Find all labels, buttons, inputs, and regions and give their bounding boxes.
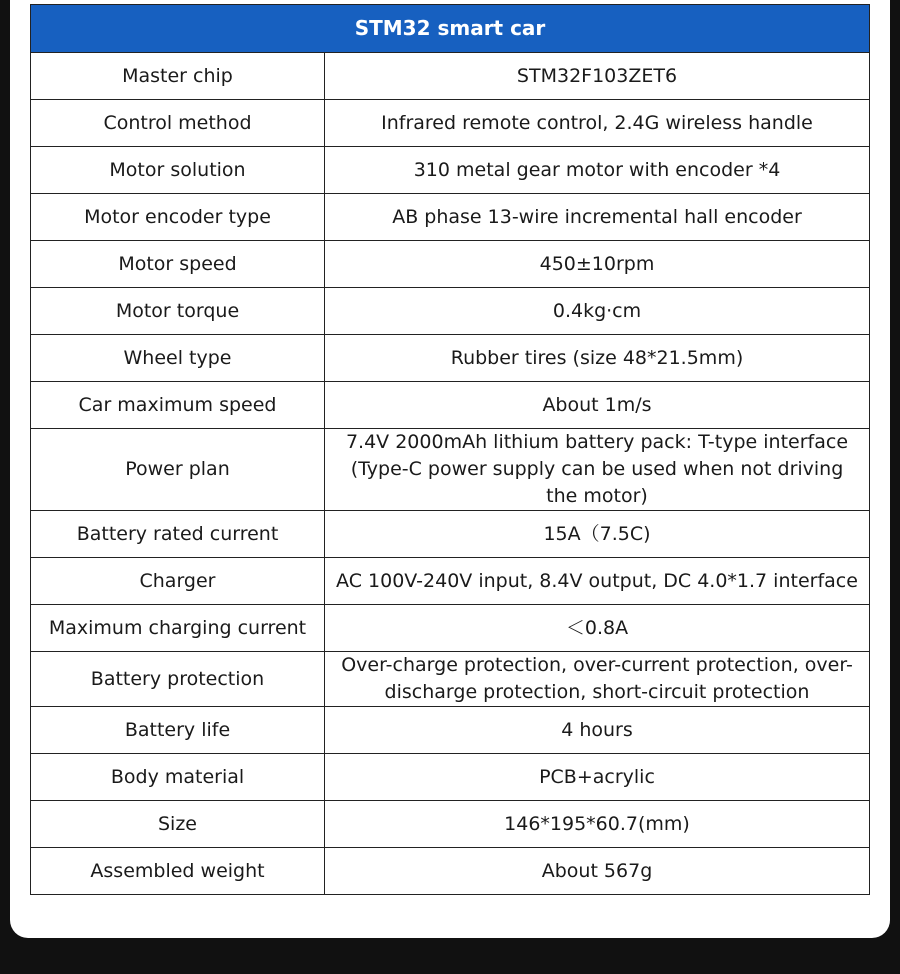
row-label: Motor encoder type <box>31 194 325 241</box>
table-row <box>31 605 870 652</box>
table-row <box>31 848 870 895</box>
row-label: Maximum charging current <box>31 605 325 652</box>
row-value: 310 metal gear motor with encoder *4 <box>325 147 870 194</box>
table-title: STM32 smart car <box>31 5 870 53</box>
table-row <box>31 558 870 605</box>
table-row <box>31 335 870 382</box>
row-value: 15A（7.5C) <box>325 511 870 558</box>
table-row <box>31 194 870 241</box>
table-row <box>31 429 870 511</box>
table-row <box>31 754 870 801</box>
row-value: AB phase 13-wire incremental hall encoder <box>325 194 870 241</box>
row-value: About 567g <box>325 848 870 895</box>
table-row <box>31 511 870 558</box>
row-label: Motor speed <box>31 241 325 288</box>
row-value: ＜0.8A <box>325 605 870 652</box>
table-row <box>31 147 870 194</box>
row-value: 7.4V 2000mAh lithium battery pack: T-type interface (Type-C power supply can be used when not driving the motor) <box>325 429 870 511</box>
row-value: STM32F103ZET6 <box>325 53 870 100</box>
table-row <box>31 707 870 754</box>
row-label: Power plan <box>31 429 325 511</box>
row-label: Battery life <box>31 707 325 754</box>
row-value: About 1m/s <box>325 382 870 429</box>
row-label: Assembled weight <box>31 848 325 895</box>
row-value: Infrared remote control, 2.4G wireless handle <box>325 100 870 147</box>
table-row <box>31 100 870 147</box>
row-label: Control method <box>31 100 325 147</box>
row-value: 450±10rpm <box>325 241 870 288</box>
row-value: Rubber tires (size 48*21.5mm) <box>325 335 870 382</box>
row-label: Battery protection <box>31 652 325 707</box>
row-label: Battery rated current <box>31 511 325 558</box>
row-value: 146*195*60.7(mm) <box>325 801 870 848</box>
spec-table <box>30 4 870 895</box>
table-row <box>31 53 870 100</box>
row-label: Motor torque <box>31 288 325 335</box>
row-value: PCB+acrylic <box>325 754 870 801</box>
table-row <box>31 652 870 707</box>
table-row <box>31 801 870 848</box>
row-value: 4 hours <box>325 707 870 754</box>
row-value: Over-charge protection, over-current protection, over-discharge protection, short-circuit protection <box>325 652 870 707</box>
table-row <box>31 288 870 335</box>
row-value: AC 100V-240V input, 8.4V output, DC 4.0*1.7 interface <box>325 558 870 605</box>
row-label: Body material <box>31 754 325 801</box>
table-row <box>31 241 870 288</box>
row-value: 0.4kg·cm <box>325 288 870 335</box>
row-label: Charger <box>31 558 325 605</box>
table-row <box>31 382 870 429</box>
row-label: Car maximum speed <box>31 382 325 429</box>
row-label: Motor solution <box>31 147 325 194</box>
row-label: Size <box>31 801 325 848</box>
row-label: Wheel type <box>31 335 325 382</box>
row-label: Master chip <box>31 53 325 100</box>
